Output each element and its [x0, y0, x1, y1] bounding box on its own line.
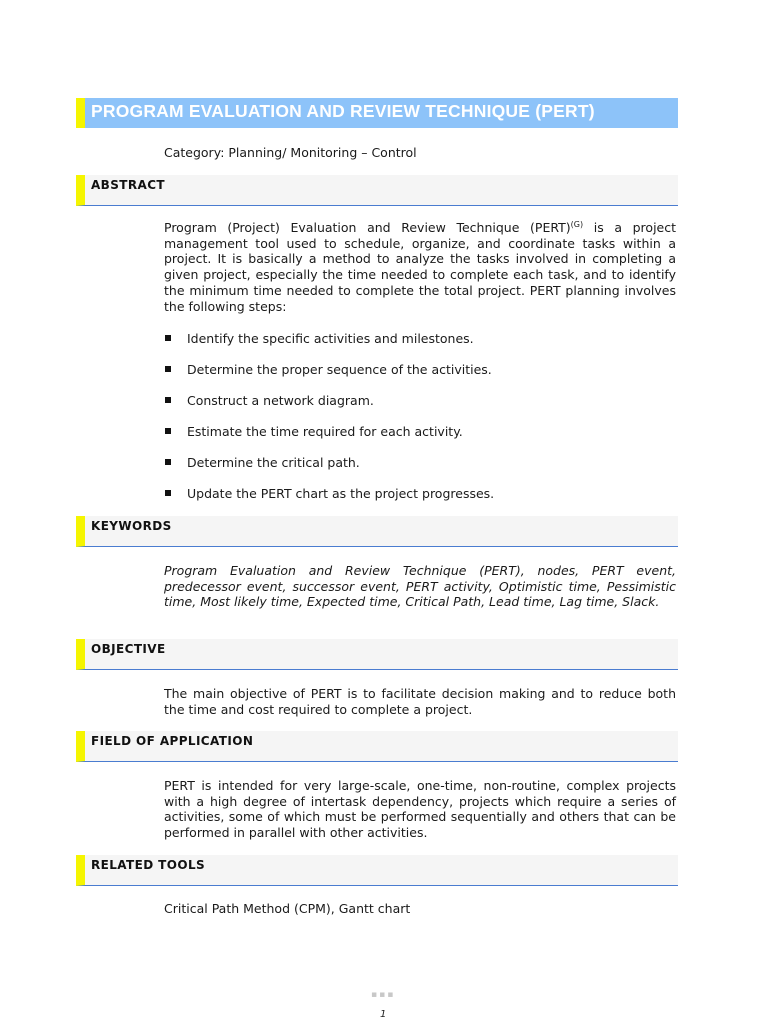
bullet-square-icon: [165, 397, 171, 403]
related-tools-paragraph: Critical Path Method (CPM), Gantt chart: [164, 901, 411, 916]
page-number: 1: [380, 1009, 387, 1020]
document-title-bar: [76, 98, 678, 128]
abstract-text-start: Program (Project) Evaluation and Review Technique (PERT): [164, 220, 571, 235]
section-header-abstract: [76, 175, 678, 206]
section-header-objective: [76, 639, 678, 670]
abstract-text-end: is a project management tool used to schedule, organize, and coordinate tasks within a project. It is basically a method to analyze the tasks involved in completing a given project, especially the time needed to complete each task, and to identify the minimum time needed to complete the total project. PERT planning involves the following steps:: [164, 220, 677, 314]
list-item-text: Construct a network diagram.: [187, 393, 374, 408]
bullet-square-icon: [165, 490, 171, 496]
list-item-text: Update the PERT chart as the project progresses.: [187, 486, 495, 501]
section-header-field-of-application: [76, 731, 678, 762]
list-item-text: Estimate the time required for each activity.: [187, 424, 463, 439]
section-heading: KEYWORDS: [91, 519, 172, 533]
abstract-paragraph: [164, 220, 676, 314]
glossary-marker: (G): [570, 220, 584, 229]
section-header-related-tools: [76, 855, 678, 886]
bullet-square-icon: [165, 428, 171, 434]
list-item-text: Determine the proper sequence of the activities.: [187, 362, 492, 377]
bullet-square-icon: [165, 335, 171, 341]
list-item-text: Identify the specific activities and milestones.: [187, 331, 474, 346]
document-title: PROGRAM EVALUATION AND REVIEW TECHNIQUE (PERT): [91, 101, 595, 121]
section-heading: ABSTRACT: [91, 178, 165, 192]
keywords-paragraph: Program Evaluation and Review Technique (PERT), nodes, PERT event, predecessor event, successor event, PERT activity, Optimistic time, Pessimistic time, Most likely time, Expected time, Critical Path, Lead time, Lag time, Slack.: [164, 563, 676, 610]
field-of-application-paragraph: PERT is intended for very large-scale, one-time, non-routine, complex projects with a high degree of intertask dependency, projects which require a series of activities, some of which must be performed sequentially and others that can be performed in parallel with other activities.: [164, 778, 676, 841]
section-heading: RELATED TOOLS: [91, 858, 206, 872]
objective-paragraph: The main objective of PERT is to facilitate decision making and to reduce both the time and cost required to complete a project.: [164, 686, 676, 717]
category-line: Category: Planning/ Monitoring – Control: [164, 145, 417, 160]
bullet-square-icon: [165, 366, 171, 372]
list-item-text: Determine the critical path.: [187, 455, 360, 470]
section-heading: FIELD OF APPLICATION: [91, 734, 254, 748]
section-heading: OBJECTIVE: [91, 642, 166, 656]
section-header-keywords: [76, 516, 678, 547]
footer-ornament: ▪▪▪: [371, 990, 396, 1000]
bullet-square-icon: [165, 459, 171, 465]
